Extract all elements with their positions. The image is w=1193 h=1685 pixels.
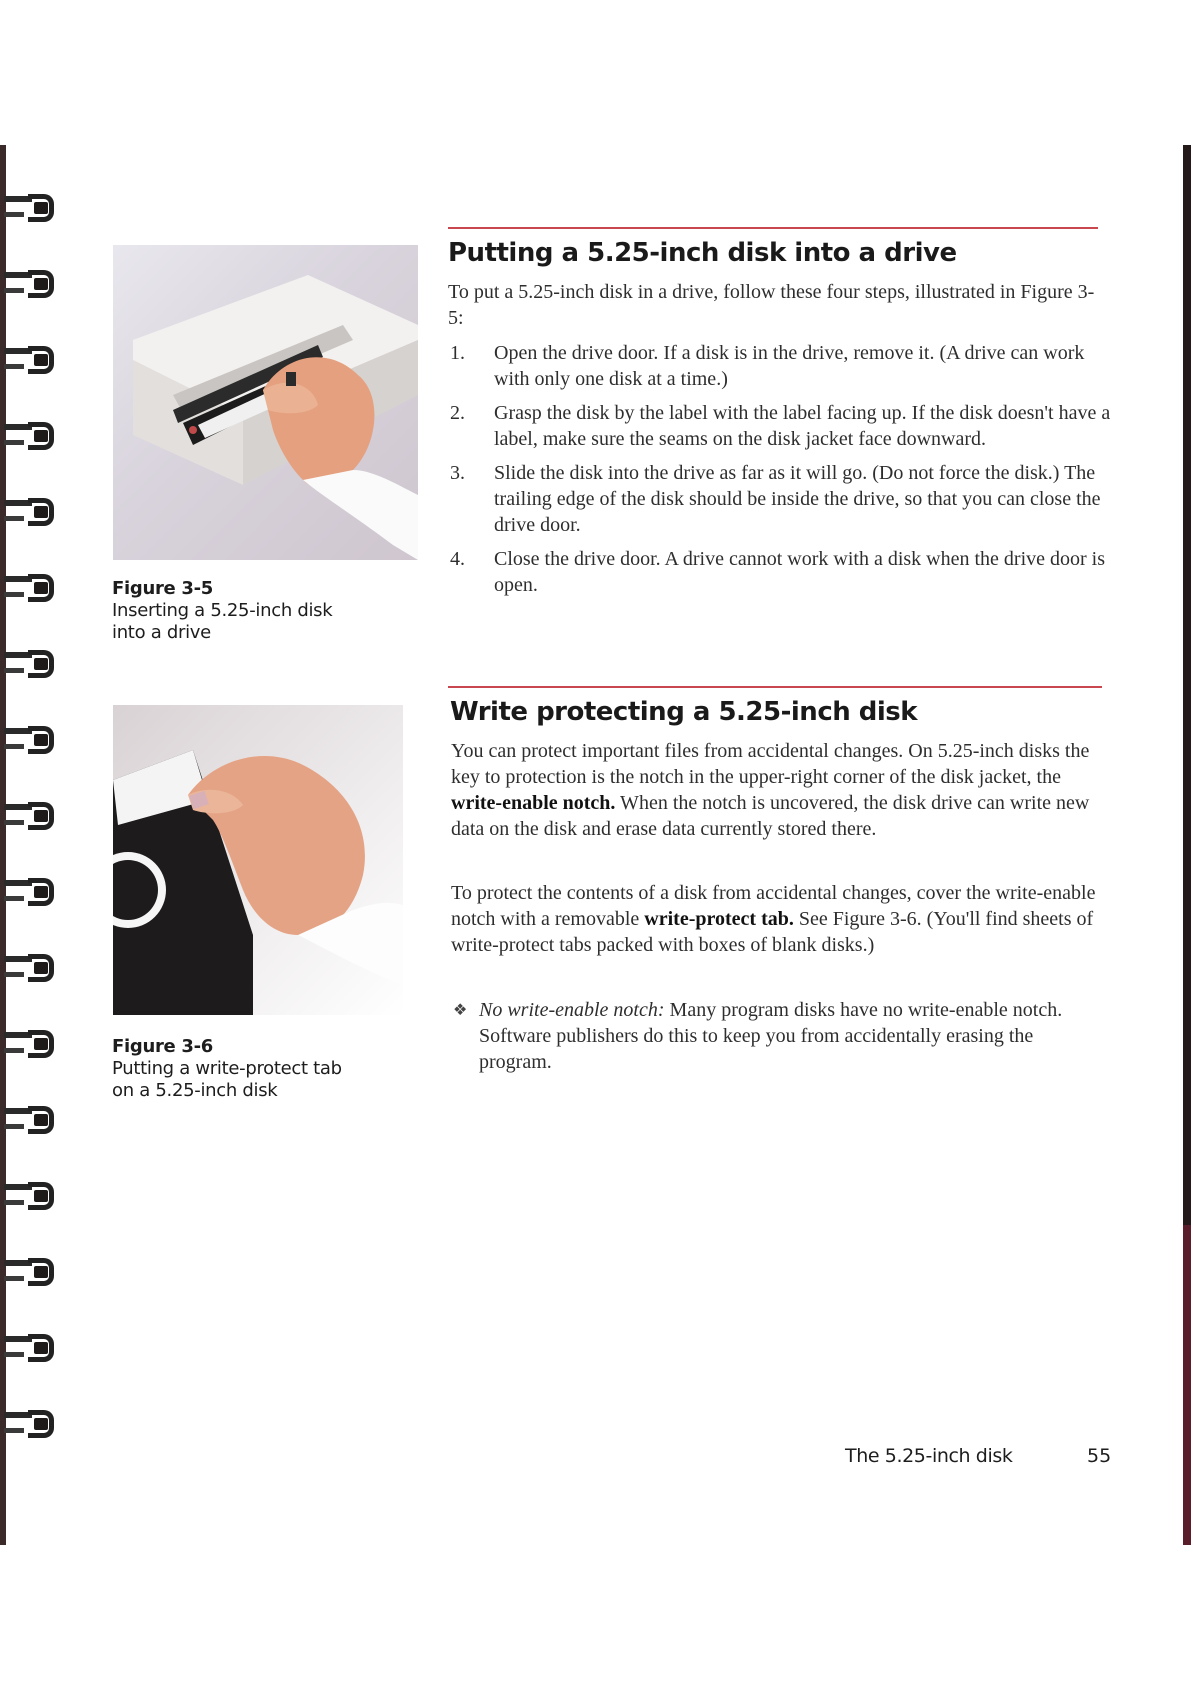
caption-line: into a drive: [112, 622, 211, 643]
list-item: [448, 340, 1113, 392]
term-bold: write-enable notch.: [451, 792, 616, 814]
binding-coil: [4, 874, 60, 910]
binding-coil: [4, 190, 60, 226]
section-rule: [448, 227, 1098, 229]
binding-coil: [4, 950, 60, 986]
text-run: When the notch is uncovered, the disk drive can write new data on the disk and erase data currently stored there.: [451, 792, 1090, 840]
figure-number: Figure 3-5: [112, 578, 214, 599]
figure-3-6-caption: [112, 1036, 382, 1102]
figure-3-5-caption: [112, 578, 372, 644]
spiral-binding: [0, 145, 70, 1545]
binding-coil: [4, 418, 60, 454]
list-item: [448, 546, 1113, 598]
binding-coil: [4, 1026, 60, 1062]
term-bold: write-protect tab.: [644, 908, 794, 930]
binding-coil: [4, 342, 60, 378]
step-text: Open the drive door. If a disk is in the drive, remove it. (A drive can work with only one disk at a time.): [494, 342, 1085, 390]
caption-line: Inserting a 5.25-inch disk: [112, 600, 333, 621]
binding-coil: [4, 1102, 60, 1138]
intro-paragraph: To put a 5.25-inch disk in a drive, follow these four steps, illustrated in Figure 3-5:: [448, 281, 1095, 329]
caption-line: on a 5.25-inch disk: [112, 1080, 278, 1101]
diamond-bullet-icon: ❖: [453, 1000, 468, 1019]
step-number: 1.: [450, 342, 465, 364]
note-label: No write-enable notch:: [479, 999, 665, 1021]
binding-coil: [4, 1406, 60, 1442]
text-run: See Figure 3-6. (You'll find sheets of write-protect tabs packed with boxes of blank disks.): [451, 908, 1094, 956]
step-number: 2.: [450, 402, 465, 424]
step-number: 3.: [450, 462, 465, 484]
note-body: [451, 997, 1111, 1075]
step-text: Slide the disk into the drive as far as it will go. (Do not force the disk.) The trailing edge of the disk should be inside the drive, so that you can close the drive door.: [494, 462, 1101, 536]
binding-coil: [4, 722, 60, 758]
running-footer-title: The 5.25-inch disk: [845, 1445, 1013, 1467]
binding-coil: [4, 570, 60, 606]
list-item: [448, 400, 1113, 452]
binding-coil: [4, 1178, 60, 1214]
write-protect-tab-illustration: [113, 705, 403, 1015]
binding-coil: [4, 646, 60, 682]
body-paragraph: [451, 738, 1111, 842]
text-run: To protect the contents of a disk from accidental changes, cover the write-enable notch with a removable: [451, 882, 1096, 930]
binding-coil: [4, 1254, 60, 1290]
binding-coil: [4, 1330, 60, 1366]
section-heading: Write protecting a 5.25-inch disk: [450, 697, 918, 727]
step-number: 4.: [450, 548, 465, 570]
caption-line: Putting a write-protect tab: [112, 1058, 342, 1079]
section-rule: [448, 686, 1102, 688]
figure-number: Figure 3-6: [112, 1036, 214, 1057]
body-paragraph: [451, 880, 1111, 958]
binding-coil: [4, 798, 60, 834]
step-text: Grasp the disk by the label with the label facing up. If the disk doesn't have a label, make sure the seams on the disk jacket face downward.: [494, 402, 1111, 450]
binding-coil: [4, 266, 60, 302]
page-edge-right: [1183, 145, 1191, 1545]
steps-list: [448, 340, 1113, 606]
binding-coil: [4, 494, 60, 530]
section-heading: Putting a 5.25-inch disk into a drive: [448, 238, 957, 268]
list-item: [448, 460, 1113, 538]
figure-3-6-photo: [113, 705, 403, 1015]
disk-drive-insert-illustration: [113, 245, 418, 560]
figure-3-5-photo: [113, 245, 418, 560]
step-text: Close the drive door. A drive cannot work with a disk when the drive door is open.: [494, 548, 1106, 596]
text-run: You can protect important files from accidental changes. On 5.25-inch disks the key to protection is the notch in the upper-right corner of the disk jacket, the: [451, 740, 1090, 788]
note: [451, 997, 1111, 1075]
page-number: 55: [1087, 1445, 1112, 1467]
note-text: Many program disks have no write-enable notch. Software publishers do this to keep you from accidentally erasing the program.: [479, 999, 1063, 1073]
